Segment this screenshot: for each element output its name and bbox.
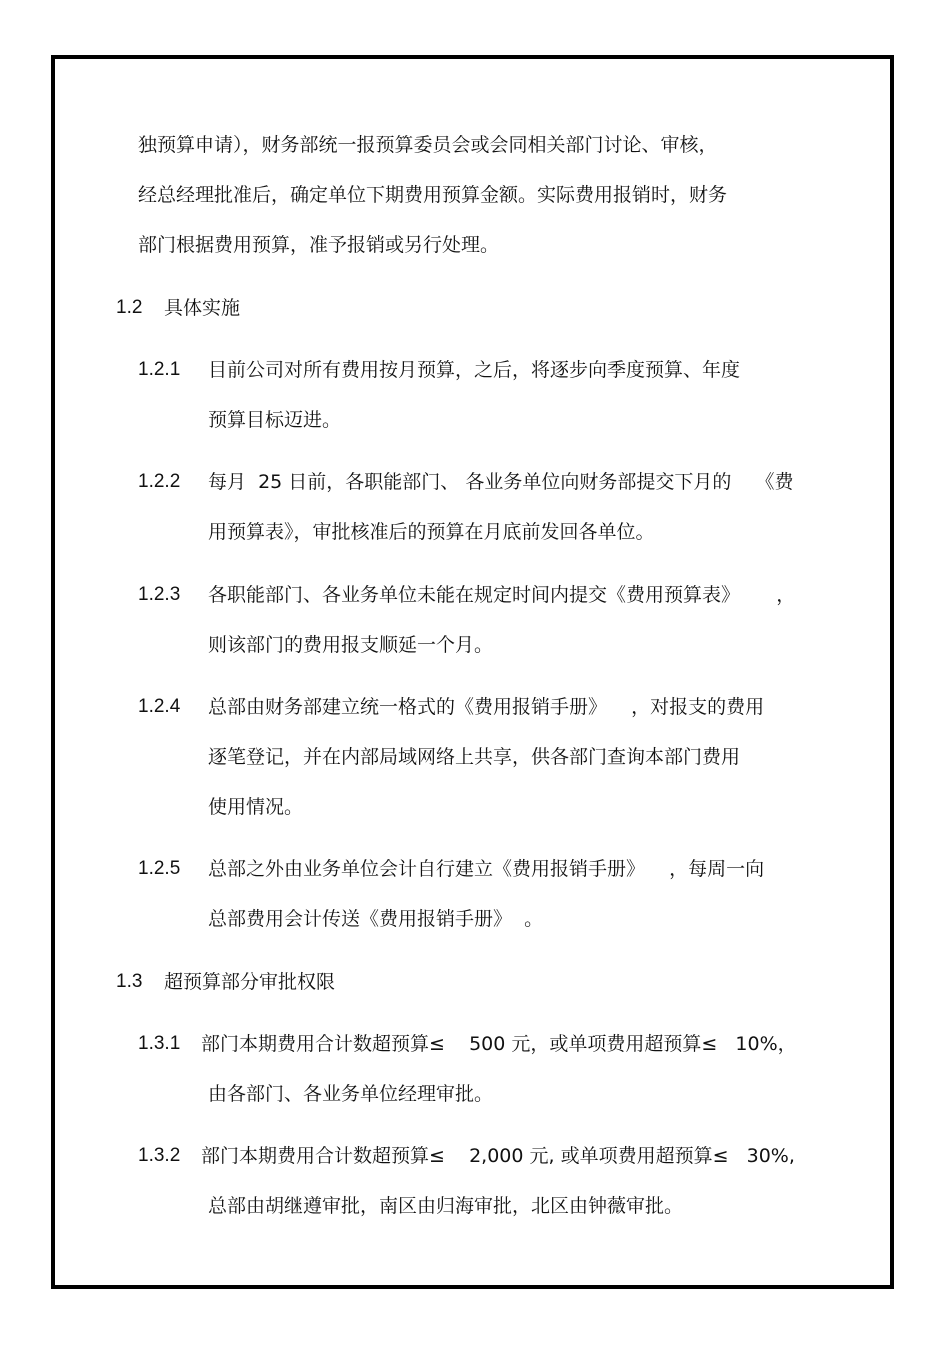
section-title: 超预算部分审批权限 — [164, 971, 336, 993]
item-line: 总部费用会计传送《费用报销手册》 。 — [208, 908, 544, 930]
item-number: 1.3.2 — [138, 1145, 181, 1166]
item-line: 用预算表》，审批核准后的预算在月底前发回各单位。 — [208, 521, 655, 543]
intro-line-1: 独预算申请），财务部统一报预算委员会或会同相关部门讨论、审核， — [138, 134, 718, 156]
item-line: 部门本期费用合计数超预算≤ 500 元，或单项费用超预算≤ 10%， — [201, 1033, 797, 1055]
item-number: 1.2.4 — [138, 696, 181, 717]
item-line: 部门本期费用合计数超预算≤ 2,000 元, 或单项费用超预算≤ 30%, — [201, 1145, 795, 1167]
intro-line-3: 部门根据费用预算，准予报销或另行处理。 — [138, 234, 500, 256]
item-number: 1.2.3 — [138, 584, 181, 605]
item-line: 则该部门的费用报支顺延一个月。 — [208, 634, 494, 656]
item-line: 总部由胡继遵审批，南区由归海审批，北区由钟薇审批。 — [208, 1195, 684, 1217]
item-line: 总部之外由业务单位会计自行建立《费用报销手册》 ，每周一向 — [208, 858, 765, 880]
item-line: 使用情况。 — [208, 796, 304, 818]
item-number: 1.3.1 — [138, 1033, 181, 1054]
item-line: 每月 25 日前，各职能部门、 各业务单位向财务部提交下月的 《费 — [208, 471, 794, 493]
item-line: 各职能部门、各业务单位未能在规定时间内提交《费用预算表》 ， — [208, 584, 796, 606]
item-number: 1.2.5 — [138, 858, 181, 879]
section-number: 1.3 — [116, 971, 143, 992]
item-line: 目前公司对所有费用按月预算，之后，将逐步向季度预算、年度 — [208, 359, 741, 381]
section-number: 1.2 — [116, 297, 143, 318]
item-number: 1.2.2 — [138, 471, 181, 492]
item-line: 总部由财务部建立统一格式的《费用报销手册》 ，对报支的费用 — [208, 696, 765, 718]
intro-line-2: 经总经理批准后，确定单位下期费用预算金额。实际费用报销时，财务 — [138, 184, 728, 206]
item-number: 1.2.1 — [138, 359, 181, 380]
item-line: 预算目标迈进。 — [208, 409, 342, 431]
item-line: 逐笔登记，并在内部局域网络上共享，供各部门查询本部门费用 — [208, 746, 741, 768]
item-line: 由各部门、各业务单位经理审批。 — [208, 1083, 494, 1105]
section-title: 具体实施 — [164, 297, 241, 319]
